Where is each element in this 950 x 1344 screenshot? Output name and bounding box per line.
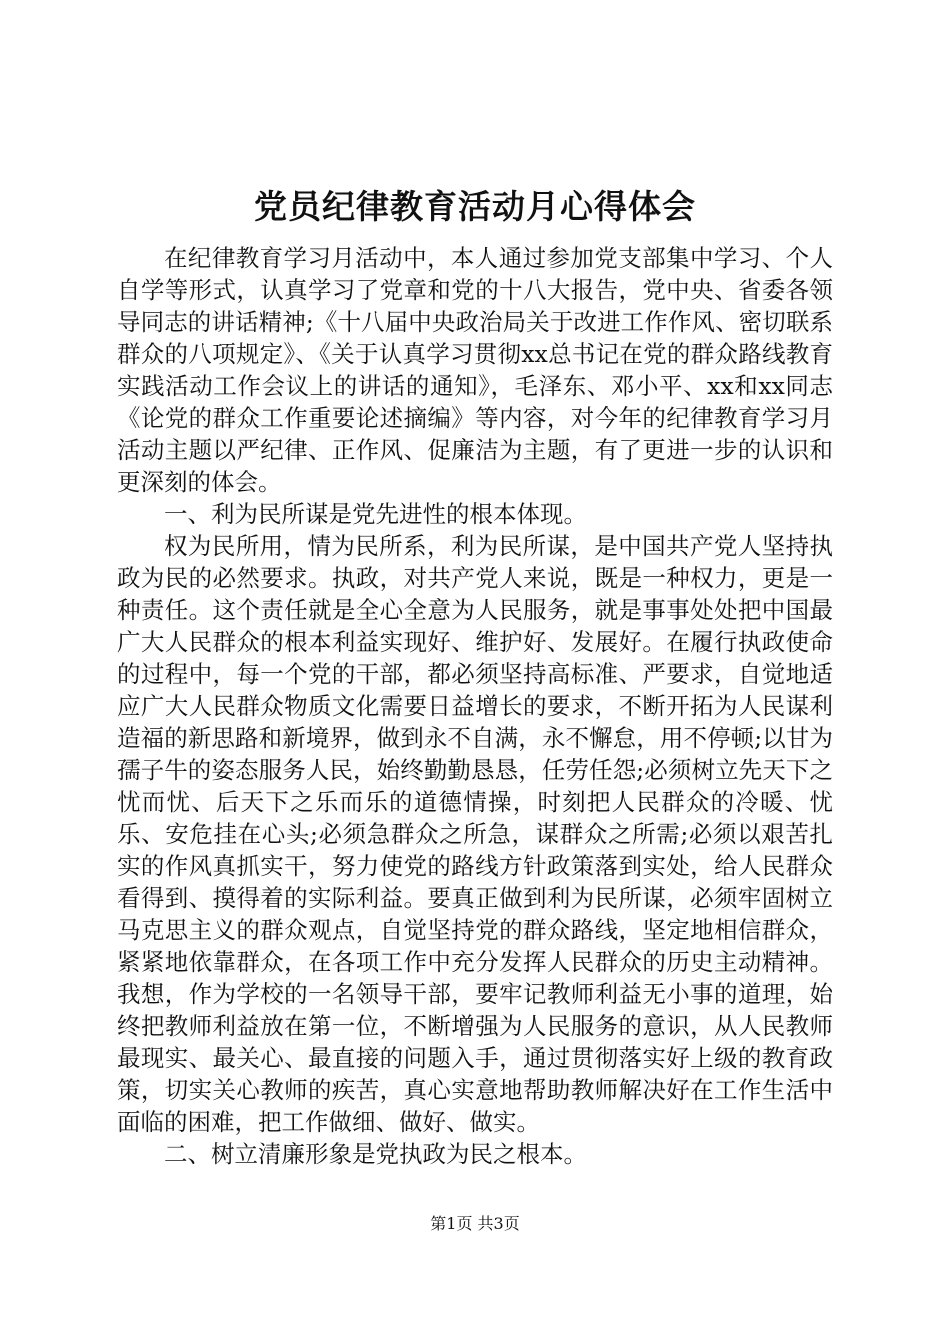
paragraph-intro: 在纪律教育学习月活动中，本人通过参加党支部集中学习、个人自学等形式，认真学习了党章和党的十八大报告，党中央、省委各领导同志的讲话精神;《十八届中央政治局关于改进工作作风、密切联系群众的八项规定》、《关于认真学习贯彻xx总书记在党的群众路线教育实践活动工作会议上的讲话的通知》，毛泽东、邓小平、xx和xx同志《论党的群众工作重要论述摘编》等内容，对今年的纪律教育学习月活动主题以严纪律、正作风、促廉洁为主题，有了更进一步的认识和更深刻的体会。 [117,244,833,496]
document-body [117,242,833,1170]
paragraph-section-1: 权为民所用，情为民所系，利为民所谋，是中国共产党人坚持执政为民的必然要求。执政，对共产党人来说，既是一种权力，更是一种责任。这个责任就是全心全意为人民服务，就是事事处处把中国最广大人民群众的根本利益实现好、维护好、发展好。在履行执政使命的过程中，每一个党的干部，都必须坚持高标准、严要求，自觉地适应广大人民群众物质文化需要日益增长的要求，不断开拓为人民谋利造福的新思路和新境界，做到永不自满，永不懈怠，用不停顿;以甘为孺子牛的姿态服务人民，始终勤勤恳恳，任劳任怨;必须树立先天下之忧而忧、后天下之乐而乐的道德情操，时刻把人民群众的冷暖、忧乐、安危挂在心头;必须急群众之所急，谋群众之所需;必须以艰苦扎实的作风真抓实干，努力使党的路线方针政策落到实处，给人民群众看得到、摸得着的实际利益。要真正做到利为民所谋，必须牢固树立马克思主义的群众观点，自觉坚持党的群众路线，坚定地相信群众，紧紧地依靠群众，在各项工作中充分发挥人民群众的历史主动精神。我想，作为学校的一名领导干部，要牢记教师利益无小事的道理，始终把教师利益放在第一位，不断增强为人民服务的意识，从人民教师最现实、最关心、最直接的问题入手，通过贯彻落实好上级的教育政策，切实关心教师的疾苦，真心实意地帮助教师解决好在工作生活中面临的困难，把工作做细、做好、做实。 [117,532,833,1136]
document-title: 党员纪律教育活动月心得体会 [254,187,696,226]
section-heading-1: 一、利为民所谋是党先进性的根本体现。 [164,500,587,528]
page-number-footer: 第1页 共3页 [430,1214,520,1233]
section-heading-2: 二、树立清廉形象是党执政为民之根本。 [164,1140,587,1168]
